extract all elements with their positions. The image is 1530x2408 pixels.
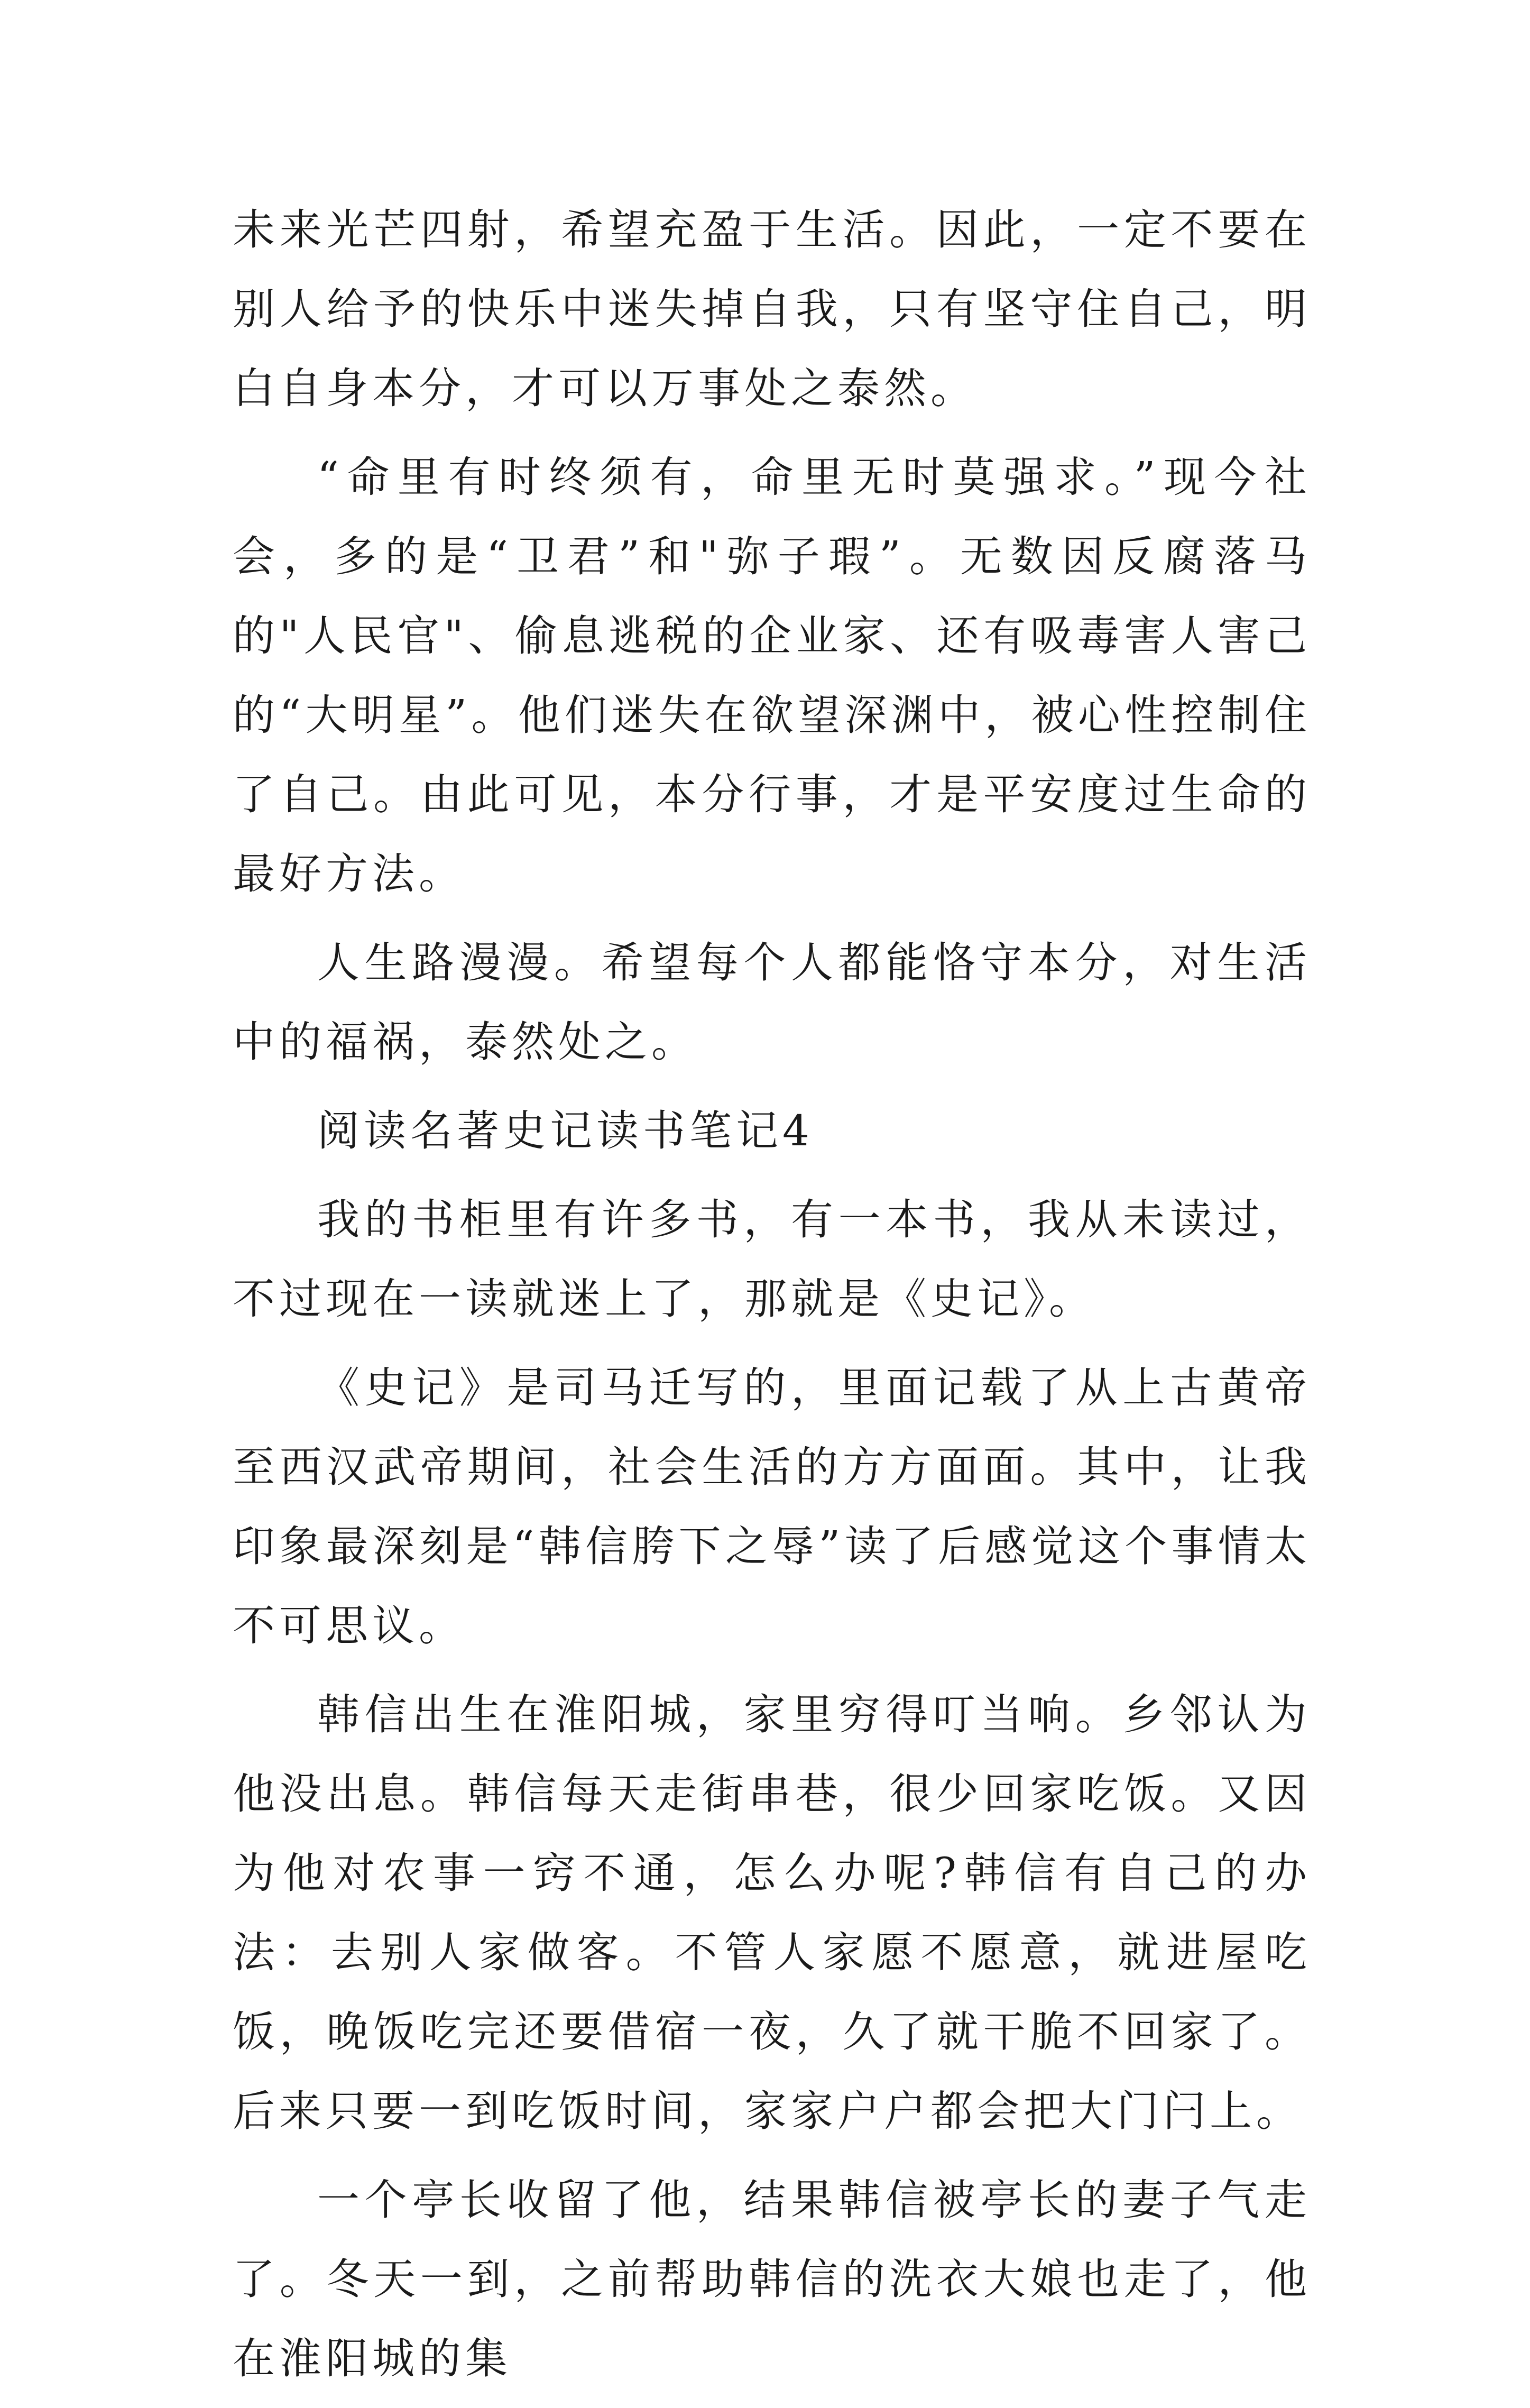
paragraph: 人生路漫漫。希望每个人都能恪守本分，对生活中的福祸，泰然处之。	[233, 938, 1311, 1067]
paragraph: “命里有时终须有，命里无时莫强求。”现今社会，多的是“卫君”和"弥子瑕”。无数因反腐落马的"人民官"、偷息逃税的企业家、还有吸毒害人害己的“大明星”。他们迷失在欲望深渊中，被心性控制住了自己。由此可见，本分行事，才是平安度过生命的最好方法。	[233, 453, 1311, 898]
paragraph: 韩信出生在淮阳城，家里穷得叮当响。乡邻认为他没出息。韩信每天走街串巷，很少回家吃饭。又因为他对农事一窍不通，怎么办呢?韩信有自己的办法：去别人家做客。不管人家愿不愿意，就进屋吃饭，晚饭吃完还要借宿一夜，久了就干脆不回家了。后来只要一到吃饭时间，家家户户都会把大门闩上。	[233, 1690, 1311, 2136]
section-heading: 阅读名著史记读书笔记4	[317, 1106, 814, 1155]
document-body	[233, 190, 1311, 2408]
paragraph: 《史记》是司马迁写的，里面记载了从上古黄帝至西汉武帝期间，社会生活的方方面面。其中，让我印象最深刻是“韩信胯下之辱”读了后感觉这个事情太不可思议。	[233, 1363, 1311, 1650]
paragraph: 一个亭长收留了他，结果韩信被亭长的妻子气走了。冬天一到，之前帮助韩信的洗衣大娘也走了，他在淮阳城的集	[233, 2175, 1311, 2383]
paragraph: 我的书柜里有许多书，有一本书，我从未读过，不过现在一读就迷上了，那就是《史记》。	[233, 1195, 1311, 1324]
paragraph: 未来光芒四射，希望充盈于生活。因此，一定不要在别人给予的快乐中迷失掉自我，只有坚守住自己，明白自身本分，才可以万事处之泰然。	[233, 205, 1311, 413]
